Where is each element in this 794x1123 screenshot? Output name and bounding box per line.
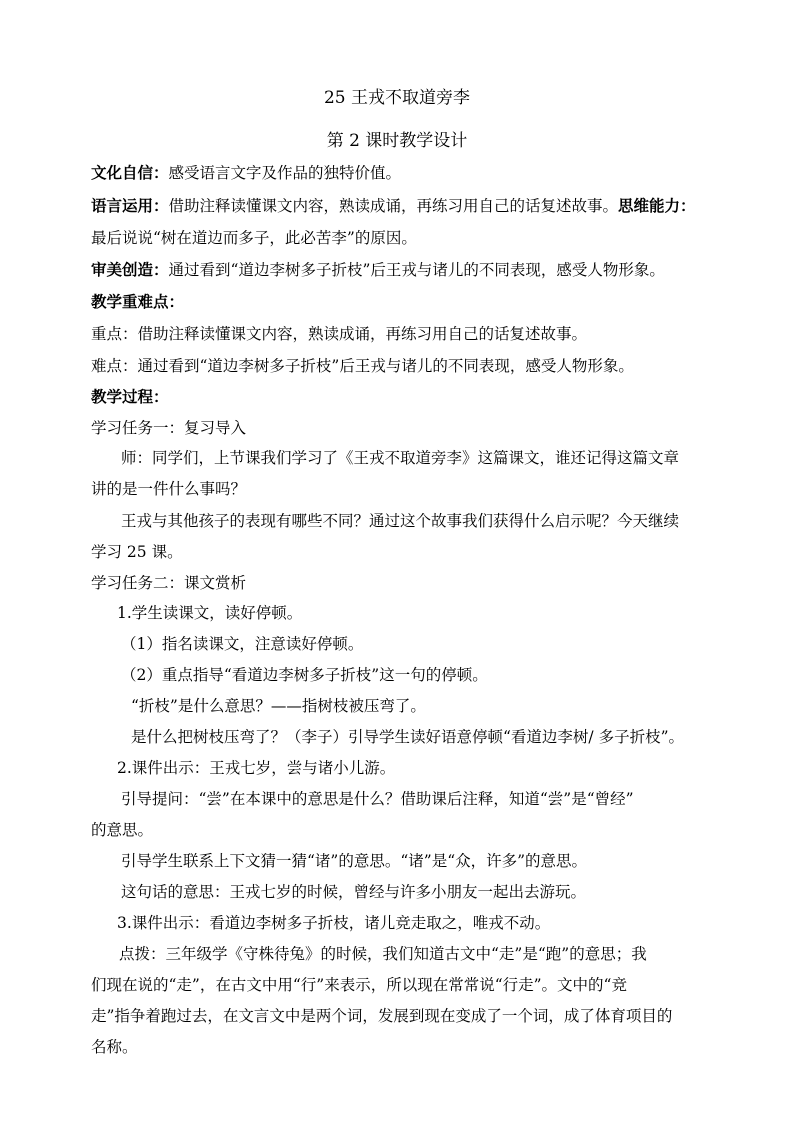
task1-paragraph1-line1: 师：同学们，上节课我们学习了《王戎不取道旁李》这篇课文，谁还记得这篇文章	[121, 449, 680, 467]
step3: 3.课件出示：看道边李树多子折枝，诸儿竞走取之，唯戎不动。	[117, 914, 551, 932]
goal-language	[91, 196, 696, 216]
step1-c: “折枝”是什么意思？——指树枝被压弯了。	[131, 697, 426, 715]
task2-title: 学习任务二：课文赏析	[91, 574, 247, 592]
step2-a-line2: 的意思。	[91, 821, 154, 839]
step3-a-line2: 们现在说的“走”，在古文中用“行”来表示，所以现在常常说“行走”。文中的“竞	[91, 976, 627, 994]
step1-d: 是什么把树枝压弯了？（李子）引导学生读好语意停顿“看道边李树/ 多子折枝”。	[131, 728, 684, 746]
document-subtitle: 第 2 课时教学设计	[326, 131, 468, 151]
step3-a-line3: 走”指争着跑过去，在文言文中是两个词，发展到现在变成了一个词，成了体育项目的	[91, 1007, 673, 1025]
step2-a-line1: 引导提问：“尝”在本课中的意思是什么？借助课后注释，知道“尝”是“曾经”	[121, 790, 634, 808]
document-title: 25 王戎不取道旁李	[323, 88, 471, 108]
step2: 2.课件出示：王戎七岁，尝与诸小儿游。	[117, 759, 396, 777]
step1-a: （1）指名读课文，注意读好停顿。	[121, 635, 364, 653]
goal-culture-label: 文化自信：	[91, 163, 169, 182]
step3-a-line1: 点拨：三年级学《守株待兔》的时候，我们知道古文中“走”是“跑”的意思；我	[119, 945, 647, 963]
step1-b: （2）重点指导“看道边李树多子折枝”这一句的停顿。	[121, 666, 488, 684]
goal-culture-text: 感受语言文字及作品的独特价值。	[168, 164, 402, 182]
goal-language-label: 语言运用：	[91, 196, 169, 215]
goal-thinking-label: 思维能力：	[618, 196, 696, 215]
task1-paragraph1-line2: 讲的是一件什么事吗？	[91, 480, 247, 498]
task1-paragraph2-line2: 学习 25 课。	[91, 543, 183, 561]
goal-language-text: 借助注释读懂课文内容，熟读成诵，再练习用自己的话复述故事。	[168, 197, 619, 215]
task1-paragraph2-line1: 王戎与其他孩子的表现有哪些不同？通过这个故事我们获得什么启示呢？今天继续	[121, 512, 680, 530]
goal-culture	[91, 163, 401, 183]
step2-c: 这句话的意思：王戎七岁的时候，曾经与许多小朋友一起出去游玩。	[121, 883, 587, 901]
step1: 1.学生读课文，读好停顿。	[117, 604, 303, 622]
goal-thinking-text: 最后说说“树在道边而多子，此必苦李”的原因。	[91, 229, 417, 247]
step2-b: 引导学生联系上下文猜一猜“诸”的意思。“诸”是“众，许多”的意思。	[121, 852, 588, 870]
goal-aesthetic-label: 审美创造：	[91, 260, 169, 279]
focus-key: 重点：借助注释读懂课文内容，熟读成诵，再练习用自己的话复述故事。	[91, 325, 588, 343]
focus-heading: 教学重难点：	[91, 292, 185, 311]
focus-difficult: 难点：通过看到“道边李树多子折枝”后王戎与诸儿的不同表现，感受人物形象。	[91, 357, 634, 375]
process-heading: 教学过程：	[91, 387, 169, 406]
step3-a-line4: 名称。	[91, 1038, 138, 1056]
task1-title: 学习任务一：复习导入	[91, 419, 247, 437]
goal-aesthetic-text: 通过看到“道边李树多子折枝”后王戎与诸儿的不同表现，感受人物形象。	[168, 261, 665, 279]
goal-aesthetic	[91, 260, 665, 280]
